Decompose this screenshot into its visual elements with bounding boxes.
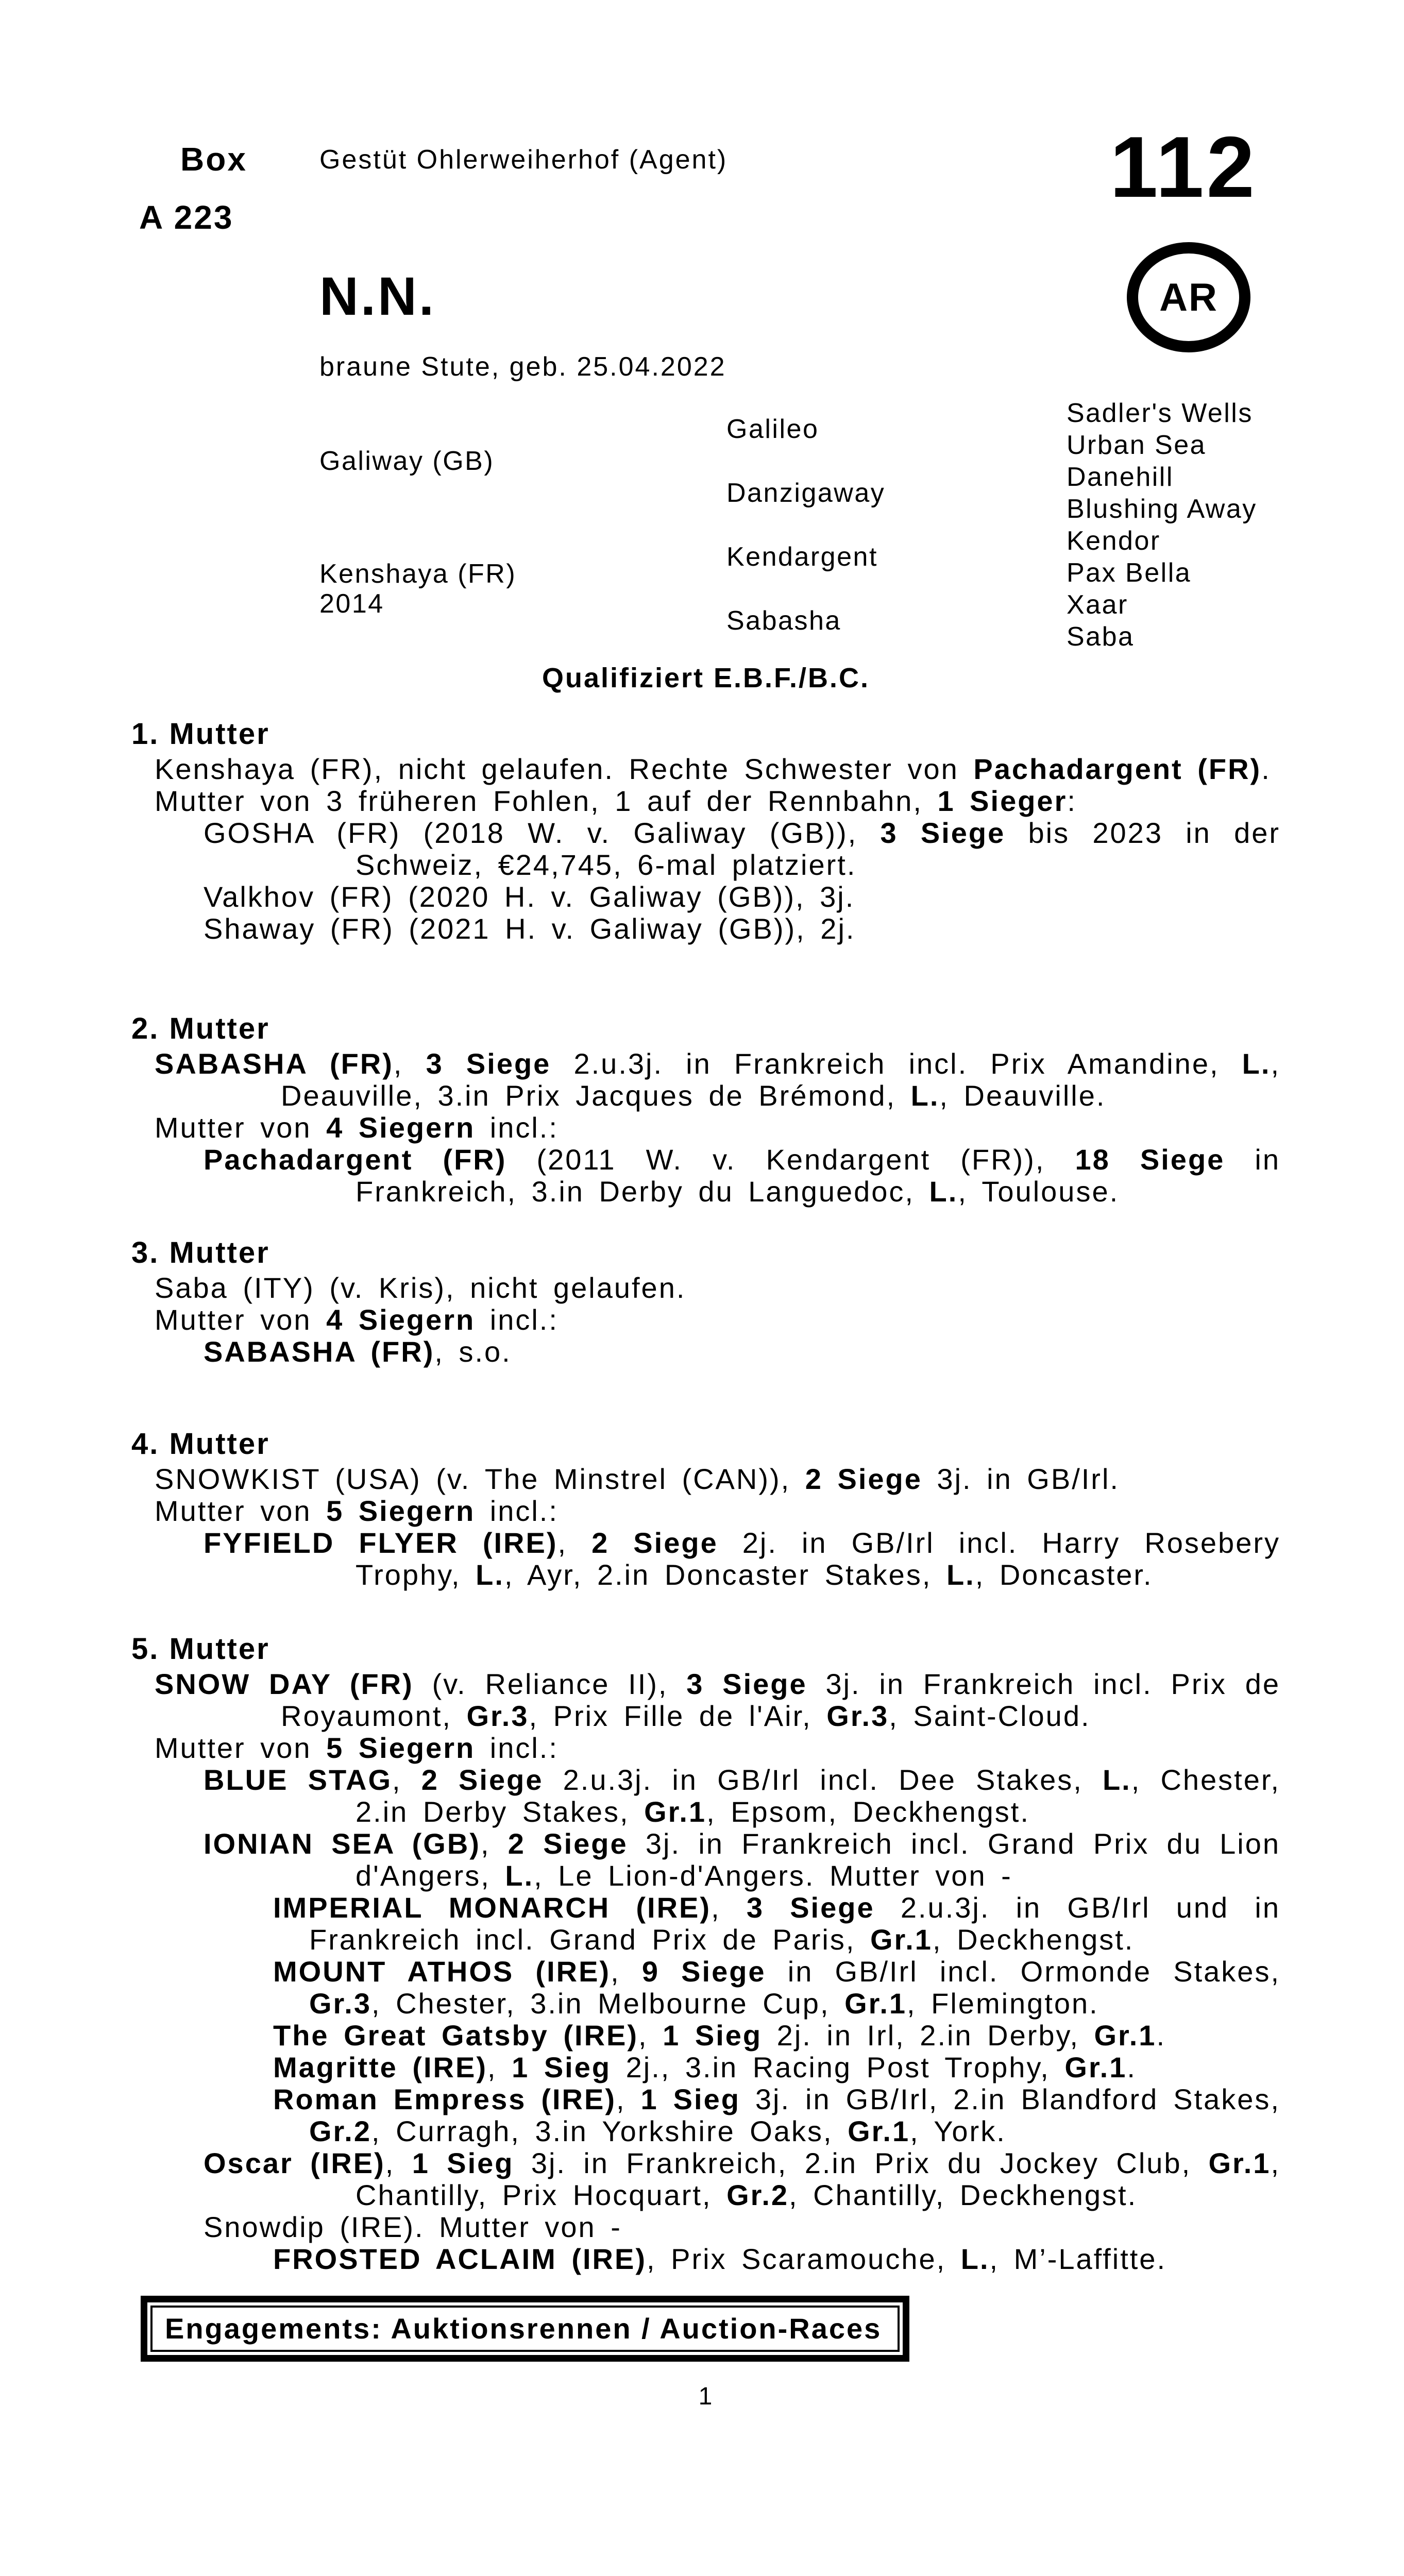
dam-section (131, 1236, 1280, 1368)
pedigree-paragraph: Mutter von 5 Siegern incl.: (155, 1495, 559, 1528)
pedigree-dam-year: 2014 (319, 589, 384, 619)
pedigree-gen2-item: Danzigaway (726, 478, 886, 509)
page-number: 1 (698, 2383, 714, 2411)
pedigree-paragraph: Snowdip (IRE). Mutter von - (204, 2211, 622, 2244)
pedigree-paragraph: Mutter von 5 Siegern incl.: (155, 1732, 559, 1765)
pedigree-gen3-item: Kendor (1067, 526, 1161, 556)
dam-section (131, 1012, 1280, 1208)
pedigree-paragraph: FYFIELD FLYER (IRE), 2 Siege 2j. in GB/Irl incl. Harry Rosebery Trophy, L., Ayr, 2.in Doncaster Stakes, L., Doncaster. (204, 1527, 1280, 1591)
pedigree-paragraph: The Great Gatsby (IRE), 1 Sieg 2j. in Irl, 2.in Derby, Gr.1. (273, 2019, 1166, 2052)
dam-section (131, 717, 1280, 945)
pedigree-paragraph: SNOWKIST (USA) (v. The Minstrel (CAN)), 2 Siege 3j. in GB/Irl. (155, 1463, 1120, 1496)
pedigree-paragraph: IONIAN SEA (GB), 2 Siege 3j. in Frankreich incl. Grand Prix du Lion d'Angers, L., Le Lion-d'Angers. Mutter von - (204, 1827, 1280, 1892)
pedigree-paragraph: Pachadargent (FR) (2011 W. v. Kendargent (FR)), 18 Siege in Frankreich, 3.in Derby du Languedoc, L., Toulouse. (204, 1143, 1280, 1208)
pedigree-gen3-item: Saba (1067, 622, 1135, 652)
pedigree-paragraph: Mutter von 4 Siegern incl.: (155, 1303, 559, 1336)
pedigree-gen3-item: Pax Bella (1067, 558, 1192, 588)
pedigree-table (319, 397, 1280, 653)
section-heading: 5. Mutter (131, 1632, 270, 1666)
dam-section (131, 1632, 1280, 2275)
pedigree-paragraph: FROSTED ACLAIM (IRE), Prix Scaramouche, L., M’-Laffitte. (273, 2243, 1167, 2276)
dam-section (131, 1427, 1280, 1591)
engagements-text: Engagements: Auktionsrennen / Auction-Races (150, 2306, 900, 2352)
pedigree-paragraph: Oscar (IRE), 1 Sieg 3j. in Frankreich, 2.in Prix du Jockey Club, Gr.1, Chantilly, Prix Hocquart, Gr.2, Chantilly, Deckhengst. (204, 2147, 1281, 2212)
pedigree-paragraph: Saba (ITY) (v. Kris), nicht gelaufen. (155, 1272, 686, 1304)
pedigree-gen3-item: Danehill (1067, 462, 1174, 493)
pedigree-paragraph: SABASHA (FR), 3 Siege 2.u.3j. in Frankreich incl. Prix Amandine, L., Deauville, 3.in Prix Jacques de Brémond, L., Deauville. (155, 1047, 1280, 1112)
ar-badge-label: AR (1159, 275, 1218, 319)
pedigree-gen3-item: Blushing Away (1067, 494, 1257, 524)
box-number: A 223 (139, 199, 234, 236)
horse-name: N.N. (319, 266, 436, 327)
pedigree-gen3-item: Xaar (1067, 590, 1128, 620)
dam-sections (131, 717, 1280, 2275)
pedigree-paragraph: GOSHA (FR) (2018 W. v. Galiway (GB)), 3 Siege bis 2023 in der Schweiz, €24,745, 6-mal platziert. (204, 817, 1280, 882)
section-heading: 3. Mutter (131, 1236, 270, 1270)
ar-badge-icon (1127, 242, 1250, 352)
consignor-name: Gestüt Ohlerweiherhof (Agent) (319, 145, 728, 175)
lot-number: 112 (1109, 118, 1257, 215)
pedigree-paragraph: Shaway (FR) (2021 H. v. Galiway (GB)), 2j. (204, 912, 856, 945)
box-label: Box (180, 141, 247, 178)
pedigree-gen2-item: Kendargent (726, 542, 878, 572)
pedigree-gen2-item: Galileo (726, 414, 819, 445)
pedigree-gen3-item: Urban Sea (1067, 430, 1207, 461)
pedigree-paragraph: SNOW DAY (FR) (v. Reliance II), 3 Siege 3j. in Frankreich incl. Prix de Royaumont, Gr.3, Prix Fille de l'Air, Gr.3, Saint-Cloud. (155, 1668, 1281, 1733)
pedigree-paragraph: Roman Empress (IRE), 1 Sieg 3j. in GB/Irl, 2.in Blandford Stakes, Gr.2, Curragh, 3.in Yorkshire Oaks, Gr.1, York. (273, 2083, 1280, 2148)
pedigree-gen2-item: Sabasha (726, 606, 841, 636)
pedigree-paragraph: BLUE STAG, 2 Siege 2.u.3j. in GB/Irl incl. Dee Stakes, L., Chester, 2.in Derby Stakes, Gr.1, Epsom, Deckhengst. (204, 1764, 1280, 1828)
pedigree-gen3-item: Sadler's Wells (1067, 398, 1253, 429)
horse-description: braune Stute, geb. 25.04.2022 (319, 352, 726, 382)
section-heading: 1. Mutter (131, 717, 270, 751)
engagements-box (141, 2296, 909, 2362)
section-heading: 2. Mutter (131, 1012, 270, 1046)
pedigree-paragraph: Valkhov (FR) (2020 H. v. Galiway (GB)), 3j. (204, 880, 855, 913)
pedigree-paragraph: Magritte (IRE), 1 Sieg 2j., 3.in Racing Post Trophy, Gr.1. (273, 2051, 1137, 2084)
pedigree-paragraph: MOUNT ATHOS (IRE), 9 Siege in GB/Irl incl. Ormonde Stakes, Gr.3, Chester, 3.in Melbourne Cup, Gr.1, Flemington. (273, 1955, 1281, 2020)
pedigree-dam-name: Kenshaya (FR) (319, 559, 517, 589)
qualification-note: Qualifiziert E.B.F./B.C. (542, 663, 870, 694)
section-heading: 4. Mutter (131, 1427, 270, 1461)
pedigree-paragraph: Mutter von 4 Siegern incl.: (155, 1111, 559, 1144)
pedigree-paragraph: SABASHA (FR), s.o. (204, 1335, 512, 1368)
pedigree-paragraph: Mutter von 3 früheren Fohlen, 1 auf der Rennbahn, 1 Sieger: (155, 785, 1077, 818)
pedigree-paragraph: IMPERIAL MONARCH (IRE), 3 Siege 2.u.3j. in GB/Irl und in Frankreich incl. Grand Prix de Paris, Gr.1, Deckhengst. (273, 1891, 1280, 1956)
pedigree-dam (319, 559, 726, 619)
pedigree-sire: Galiway (GB) (319, 446, 495, 477)
pedigree-paragraph: Kenshaya (FR), nicht gelaufen. Rechte Schwester von Pachadargent (FR). (155, 753, 1271, 786)
